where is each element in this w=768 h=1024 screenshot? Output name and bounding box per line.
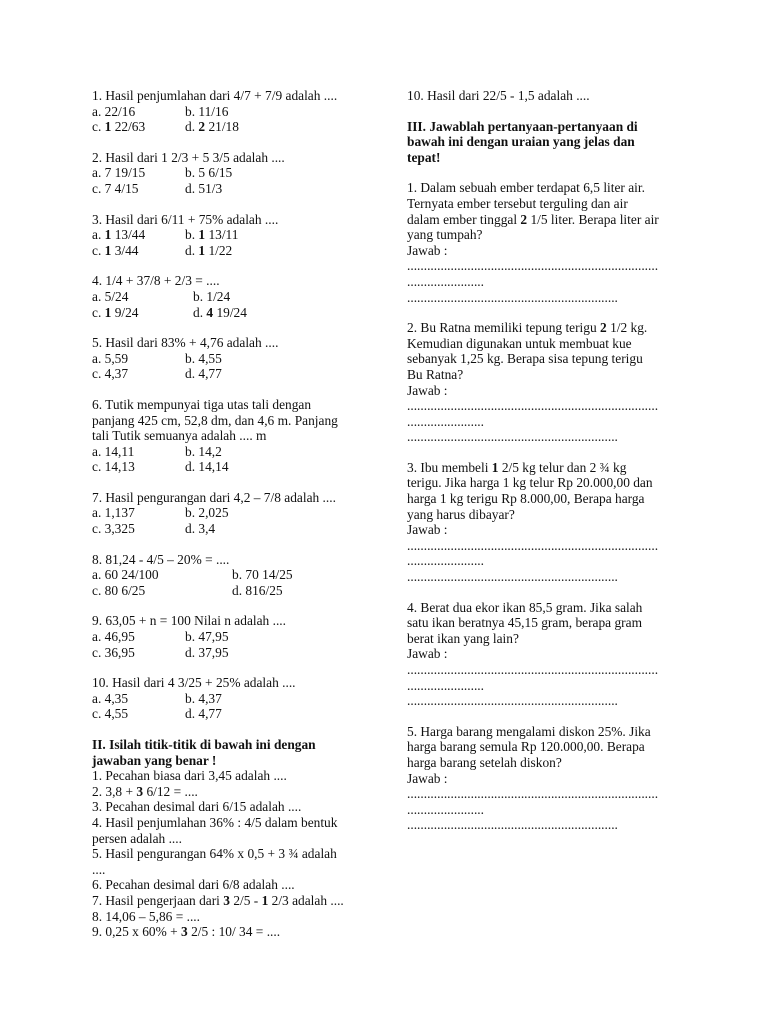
option-a: a. 5/24 (92, 288, 129, 304)
question-stem: panjang 425 cm, 52,8 dm, dan 4,6 m. Panjang (92, 412, 338, 428)
option-b: b. 1 13/11 (185, 227, 239, 243)
options (92, 567, 392, 598)
fill-item-4: 4. Hasil penjumlahan 36% : 4/5 dalam bentuk (92, 814, 338, 830)
fill-item-3: 3. Pecahan desimal dari 6/15 adalah .... (92, 799, 302, 815)
options (92, 351, 392, 382)
options (92, 165, 392, 196)
option-c: c. 3,325 (92, 521, 135, 537)
answer-line: ........................................................................... (407, 662, 659, 677)
option-b: b. 4,55 (185, 350, 222, 366)
question-stem: 2. Hasil dari 1 2/3 + 5 3/5 adalah .... (92, 149, 285, 165)
option-d: d. 816/25 (232, 582, 283, 598)
fill-item-2: 2. 3,8 + 3 6/12 = .... (92, 783, 198, 799)
answer-line: ............................................................... (407, 289, 618, 305)
question-stem: 10. Hasil dari 4 3/25 + 25% adalah .... (92, 675, 296, 691)
option-b: b. 5 6/15 (185, 165, 233, 181)
option-a: a. 7 19/15 (92, 165, 146, 181)
section-3-heading (407, 119, 692, 166)
section-heading: bawah ini dengan uraian yang jelas dan (407, 134, 635, 150)
section-heading: jawaban yang benar ! (92, 752, 217, 768)
answer-line: ........................................................................... (407, 398, 659, 414)
answer-label: Jawab : (407, 242, 448, 258)
answer-line: ....................... (407, 553, 484, 569)
option-d: d. 2 21/18 (185, 119, 239, 135)
answer-label: Jawab : (407, 522, 448, 538)
answer-line: ........................................................................... (407, 786, 659, 802)
answer-line: ............................................................... (407, 817, 618, 833)
fill-item-9: 9. 0,25 x 60% + 3 2/5 : 10/ 34 = .... (92, 924, 281, 940)
option-a: a. 22/16 (92, 103, 136, 119)
question-3 (92, 212, 392, 259)
fill-item-10: 10. Hasil dari 22/5 - 1,5 adalah .... (407, 88, 590, 103)
question-stem: tali Tutik semuanya adalah .... m (92, 428, 267, 444)
option-b: b. 47,95 (185, 629, 229, 645)
section-heading: II. Isilah titik-titik di bawah ini dengan (92, 737, 316, 752)
options (92, 289, 392, 320)
question-stem: 1. Hasil penjumlahan dari 4/7 + 7/9 adalah .... (92, 88, 338, 103)
option-c: c. 1 3/44 (92, 242, 139, 258)
question-4 (92, 273, 392, 320)
question-2 (92, 150, 392, 197)
answer-line: ....................... (407, 413, 484, 429)
fill-item-5: 5. Hasil pengurangan 64% x 0,5 + 3 ¾ adalah (92, 846, 337, 862)
question-stem: 9. 63,05 + n = 100 Nilai n adalah .... (92, 613, 286, 629)
question-1 (92, 88, 392, 135)
question-8 (92, 552, 392, 599)
option-a: a. 5,59 (92, 350, 129, 366)
fill-item-7: 7. Hasil pengerjaan dari 3 2/5 - 1 2/3 adalah .... (92, 892, 344, 908)
question-6 (92, 397, 392, 475)
question-5 (92, 335, 392, 382)
left-column (92, 88, 392, 940)
question-stem: 5. Hasil dari 83% + 4,76 adalah .... (92, 335, 279, 351)
option-c: c. 7 4/15 (92, 180, 139, 196)
fill-item-8: 8. 14,06 – 5,86 = .... (92, 908, 200, 924)
option-a: a. 46,95 (92, 629, 135, 645)
option-c: c. 80 6/25 (92, 582, 146, 598)
answer-line: ....................... (407, 677, 484, 693)
option-b: b. 11/16 (185, 103, 229, 119)
problem-2: 2. Bu Ratna memiliki tepung terigu 2 1/2 kg. Kemudian digunakan untuk membuat kue sebanyak 1,25 kg. Berapa sisa tepung terigu Bu Ratna? Jawab : ........................................................................... ....................... ............................................................... (407, 320, 692, 445)
option-d: d. 51/3 (185, 180, 223, 196)
section-heading: tepat! (407, 149, 441, 165)
options (92, 505, 392, 536)
option-d: d. 4,77 (185, 366, 222, 382)
problem-4: 4. Berat dua ekor ikan 85,5 gram. Jika salah satu ikan beratnya 45,15 gram, berapa gram berat ikan yang lain? Jawab : ........................................................................... ....................... ............................................................... (407, 600, 692, 709)
section-2 (92, 737, 392, 940)
answer-line: ............................................................... (407, 429, 618, 445)
option-b: b. 4,37 (185, 690, 222, 706)
answer-line: ........................................................................... (407, 258, 659, 274)
fill-item-6: 6. Pecahan desimal dari 6/8 adalah .... (92, 877, 295, 893)
options (92, 104, 392, 135)
question-stem: 3. Hasil dari 6/11 + 75% adalah .... (92, 211, 279, 227)
option-d: d. 4,77 (185, 706, 222, 722)
option-c: c. 36,95 (92, 644, 135, 660)
answer-label: Jawab : (407, 382, 448, 398)
option-b: b. 14,2 (185, 443, 222, 459)
option-c: c. 1 22/63 (92, 119, 146, 135)
option-c: c. 4,55 (92, 706, 129, 722)
option-c: c. 4,37 (92, 366, 129, 382)
option-b: b. 1/24 (193, 288, 231, 304)
option-b: b. 70 14/25 (232, 567, 293, 583)
answer-line: ............................................................... (407, 569, 618, 585)
option-d: d. 37,95 (185, 644, 229, 660)
problem-5: 5. Harga barang mengalami diskon 25%. Jika harga barang semula Rp 120.000,00. Berapa harga barang setelah diskon? Jawab : ........................................................................... ....................... ............................................................... (407, 724, 692, 833)
option-d: d. 4 19/24 (193, 304, 247, 320)
answer-label: Jawab : (407, 646, 448, 662)
answer-label: Jawab : (407, 770, 448, 786)
question-9 (92, 613, 392, 660)
question-stem: 8. 81,24 - 4/5 – 20% = .... (92, 551, 230, 567)
options (92, 444, 392, 475)
question-stem: 6. Tutik mempunyai tiga utas tali dengan (92, 396, 312, 412)
option-a: a. 14,11 (92, 443, 135, 459)
fill-item-5-cont: .... (92, 861, 106, 877)
question-7 (92, 490, 392, 537)
option-a: a. 4,35 (92, 690, 129, 706)
answer-line: ............................................................... (407, 693, 618, 709)
option-b: b. 2,025 (185, 505, 229, 521)
problem-3: 3. Ibu membeli 1 2/5 kg telur dan 2 ¾ kg terigu. Jika harga 1 kg telur Rp 20.000,00 dan harga 1 kg terigu Rp 8.000,00, Berapa harga yang harus dibayar? Jawab : ........................................................................... ....................... ............................................................... (407, 460, 692, 585)
question-10 (92, 675, 392, 722)
option-d: d. 1 1/22 (185, 242, 233, 258)
options (92, 691, 392, 722)
answer-line: ........................................................................... (407, 537, 659, 553)
problem-1: 1. Dalam sebuah ember terdapat 6,5 liter air. Ternyata ember tersebut terguling dan air dalam ember tinggal 2 1/5 liter. Berapa liter air yang tumpah? Jawab : ........................................................................... ....................... ............................................................... (407, 180, 692, 305)
question-stem: 7. Hasil pengurangan dari 4,2 – 7/8 adalah .... (92, 489, 336, 505)
option-a: a. 1,137 (92, 505, 135, 521)
option-c: c. 14,13 (92, 459, 135, 475)
fill-item-1: 1. Pecahan biasa dari 3,45 adalah .... (92, 768, 287, 784)
options (92, 629, 392, 660)
option-a: a. 1 13/44 (92, 227, 146, 243)
right-column (407, 88, 692, 848)
fill-item-4-cont: persen adalah .... (92, 830, 182, 846)
option-c: c. 1 9/24 (92, 304, 139, 320)
options (92, 227, 392, 258)
answer-line: ....................... (407, 273, 484, 289)
question-stem: 4. 1/4 + 37/8 + 2/3 = .... (92, 273, 220, 289)
option-d: d. 14,14 (185, 459, 229, 475)
option-a: a. 60 24/100 (92, 567, 159, 583)
option-d: d. 3,4 (185, 521, 216, 537)
answer-line: ....................... (407, 801, 484, 817)
section-heading: III. Jawablah pertanyaan-pertanyaan di (407, 118, 638, 134)
